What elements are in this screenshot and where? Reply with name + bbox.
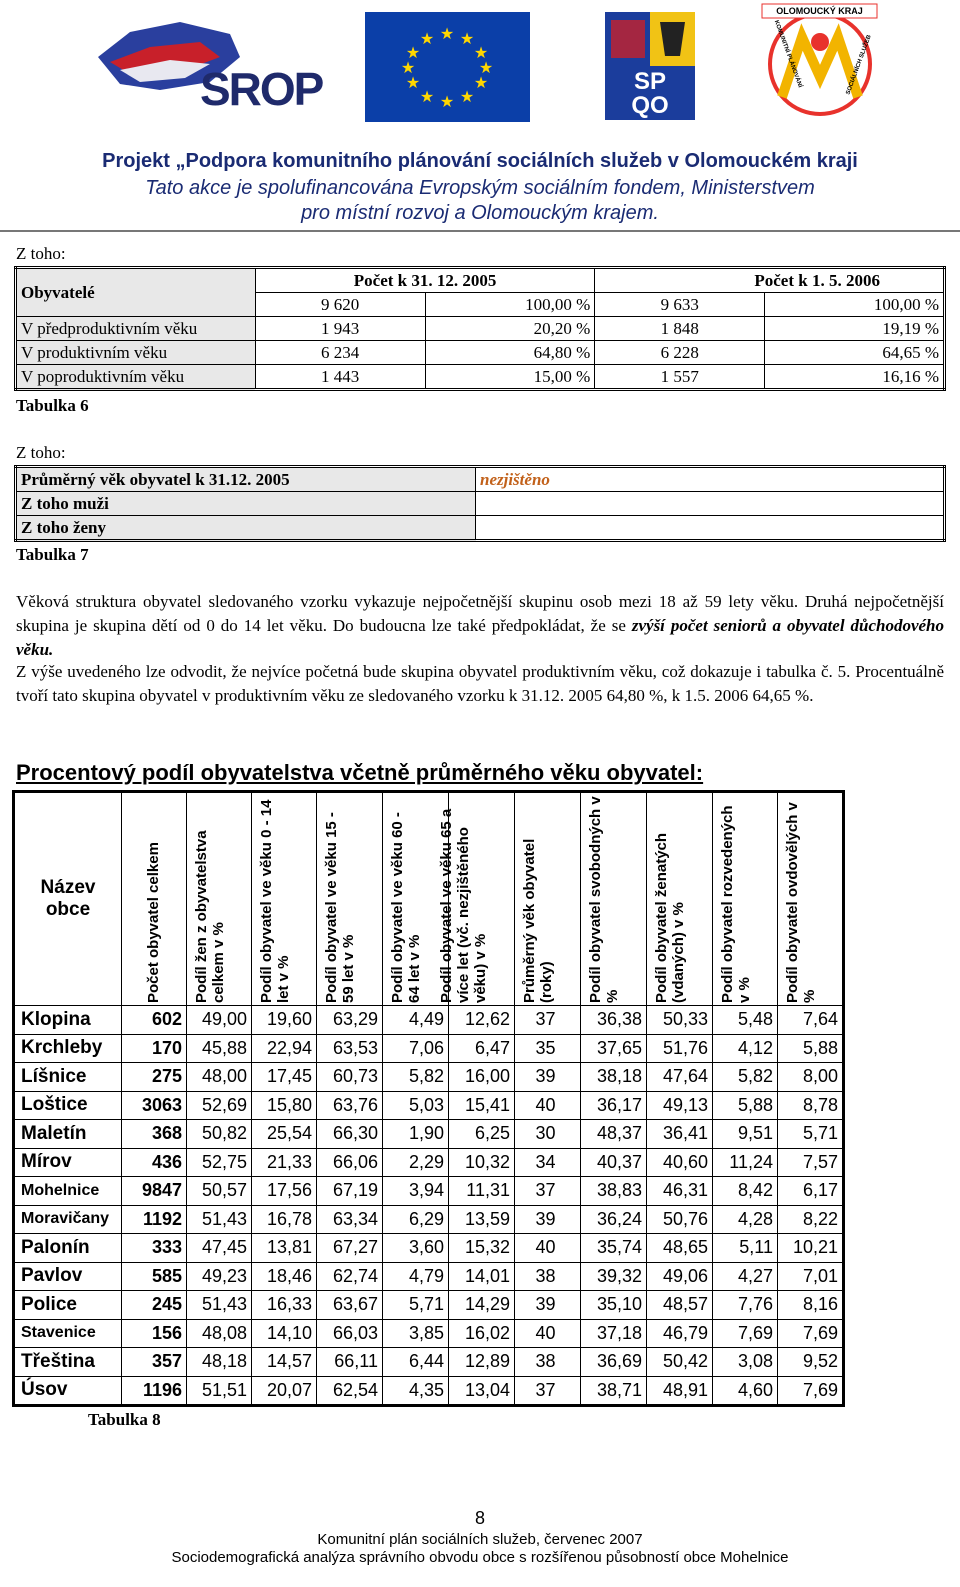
header-cell [778,792,844,1006]
cell: 6 228 [595,341,765,365]
cell: 48,65 [647,1234,713,1263]
cell: 51,43 [187,1205,252,1234]
cell: 7,57 [778,1148,844,1177]
spqo-line1: SP [633,68,666,95]
eu-flag-logo [365,12,530,122]
kraj-top-text: OLOMOUCKÝ KRAJ [776,6,863,16]
cell: 3,08 [713,1348,778,1377]
row-label: V poproduktivním věku [16,365,256,390]
cell: 48,00 [187,1063,252,1092]
cell: 40,60 [647,1148,713,1177]
project-title: Projekt „Podpora komunitního plánování sociálních služeb v Olomouckém kraji [102,150,858,172]
table-row [14,1063,844,1092]
cell: 60,73 [317,1063,383,1092]
cell: 5,82 [713,1063,778,1092]
value-nezjisteno: nezjištěno [476,467,945,492]
cell: 8,42 [713,1177,778,1206]
svg-text:★: ★ [400,58,416,77]
olomoucky-kraj-logo [752,2,887,117]
cell: 49,23 [187,1262,252,1291]
average-age-table [14,465,946,542]
municipality-table [12,790,845,1407]
cell-avg-age: 40 [515,1091,581,1120]
cell: 63,67 [317,1291,383,1320]
table8-title: Procentový podíl obyvatelstva včetně průměrného věku obyvatel: [16,760,704,785]
header-cell [581,792,647,1006]
cell: 11,24 [713,1148,778,1177]
cell: 48,57 [647,1291,713,1320]
cell: 1 943 [255,317,425,341]
cell: 36,38 [581,1006,647,1035]
cell: 48,91 [647,1376,713,1406]
table-row [16,317,945,341]
cell-total: 333 [122,1234,187,1263]
svg-text:★: ★ [405,43,421,62]
header-cell [713,792,778,1006]
header-text: Počet obyvatel celkem [145,842,162,1003]
cell: 20,20 % [425,317,595,341]
cell: 38,71 [581,1376,647,1406]
cell: 7,76 [713,1291,778,1320]
cell: 1 443 [255,365,425,390]
cell: 3,60 [383,1234,449,1263]
col-head-obyvatele: Obyvatelé [16,268,256,317]
cell-total: 170 [122,1034,187,1063]
header-text: Podíl obyvatel ovdovělých v % [784,802,818,1003]
cell: 47,64 [647,1063,713,1092]
header-text: Podíl obyvatel ve věku 15 - 59 let v % [323,812,357,1003]
cell: 38,83 [581,1177,647,1206]
row-label: V produktivním věku [16,341,256,365]
table-row [14,1262,844,1291]
eu-stars-icon [365,12,530,122]
cell: 49,00 [187,1006,252,1035]
cell: 50,33 [647,1006,713,1035]
cell: 5,71 [778,1120,844,1149]
paragraph-1 [16,590,944,662]
cell: 12,62 [449,1006,515,1035]
cell: 16,78 [252,1205,317,1234]
cell: 4,27 [713,1262,778,1291]
table-row [14,1148,844,1177]
row-label: V předproduktivním věku [16,317,256,341]
cell: 15,80 [252,1091,317,1120]
svg-text:★: ★ [473,73,489,92]
cell: 7,06 [383,1034,449,1063]
row-label: Průměrný věk obyvatel k 31.12. 2005 [16,467,476,492]
svg-text:★: ★ [419,29,435,48]
cell: 15,32 [449,1234,515,1263]
cell: 19,60 [252,1006,317,1035]
table-row [14,1034,844,1063]
cell: 35,74 [581,1234,647,1263]
cell: 67,27 [317,1234,383,1263]
cell: 66,30 [317,1120,383,1149]
paragraph-1-text: Věková struktura obyvatel sledovaného vzorku vykazuje nejpočetnější skupinu osob mezi 18 až 59 lety věku. Druhá nejpočetnější skupina je skupina dětí od 0 do 14 let věku. Do budoucna lze také předpokládat, že se [16,592,944,635]
cell: 64,65 % [765,341,945,365]
cell: 5,82 [383,1063,449,1092]
cell: 20,07 [252,1376,317,1406]
header-text: Podíl obyvatel ve věku 0 - 14 let v % [258,799,292,1003]
cell: 40,37 [581,1148,647,1177]
cell: 15,41 [449,1091,515,1120]
svg-text:★: ★ [439,24,455,43]
cell: 63,76 [317,1091,383,1120]
cell: 47,45 [187,1234,252,1263]
cell: 9 633 [595,293,765,317]
cell-total: 275 [122,1063,187,1092]
municipality-name: Třeština [14,1348,122,1377]
cell: 8,16 [778,1291,844,1320]
municipality-name: Moravičany [14,1205,122,1234]
municipality-name: Police [14,1291,122,1320]
cell: 46,31 [647,1177,713,1206]
municipality-name: Loštice [14,1091,122,1120]
cell: 2,29 [383,1148,449,1177]
row-label: Z toho ženy [16,516,476,541]
cell: 51,43 [187,1291,252,1320]
cell: 50,82 [187,1120,252,1149]
cell-total: 368 [122,1120,187,1149]
table-row [16,516,945,541]
cell: 18,46 [252,1262,317,1291]
cell: 51,51 [187,1376,252,1406]
cell: 5,88 [713,1091,778,1120]
municipality-name: Stavenice [14,1319,122,1348]
cell: 62,54 [317,1376,383,1406]
cell: 7,69 [778,1376,844,1406]
cell: 10,32 [449,1148,515,1177]
cell-avg-age: 39 [515,1063,581,1092]
cell: 5,11 [713,1234,778,1263]
cell: 22,94 [252,1034,317,1063]
cell: 9,51 [713,1120,778,1149]
kraj-left-text: KOMUNITNÍ PLÁNOVÁNÍ [772,19,803,89]
cell: 8,78 [778,1091,844,1120]
header-divider [0,230,960,232]
cell: 49,06 [647,1262,713,1291]
cell-avg-age: 37 [515,1177,581,1206]
cell: 15,00 % [425,365,595,390]
cell: 4,60 [713,1376,778,1406]
cell: 25,54 [252,1120,317,1149]
cell: 37,18 [581,1319,647,1348]
cell-total: 156 [122,1319,187,1348]
paragraph-2: Z výše uvedeného lze odvodit, že nejvíce početná bude skupina obyvatel produktivním věku, což dokazuje i tabulka č. 5. Procentuálně tvoří tato skupina obyvatel v produktivním věku ze sledovaného vzorku k 31.12. 2005 64,80 %, k 1.5. 2006 64,65 %. [16,662,944,705]
cell: 17,56 [252,1177,317,1206]
table-row [14,1091,844,1120]
cell: 4,12 [713,1034,778,1063]
cell-avg-age: 38 [515,1348,581,1377]
cell: 1 557 [595,365,765,390]
cell: 7,01 [778,1262,844,1291]
cell: 63,29 [317,1006,383,1035]
cell: 5,48 [713,1006,778,1035]
cell: 52,75 [187,1148,252,1177]
table-row [14,1120,844,1149]
kraj-emblem-icon [752,2,887,117]
cell: 63,53 [317,1034,383,1063]
table-row [14,1291,844,1320]
cell: 100,00 % [765,293,945,317]
cell-total: 3063 [122,1091,187,1120]
header-text: Podíl obyvatel ve věku 60 - 64 let v % [389,812,423,1003]
srop-logo [90,12,323,115]
municipality-name: Mohelnice [14,1177,122,1206]
svg-text:★: ★ [405,73,421,92]
table-row [16,365,945,390]
cell: 11,31 [449,1177,515,1206]
cell: 6,25 [449,1120,515,1149]
cell: 7,69 [778,1319,844,1348]
municipality-name: Palonín [14,1234,122,1263]
header-cell [252,792,317,1006]
header-text: Podíl obyvatel ve věku 65 a více let (vč. nezjištěného věku) v % [438,808,489,1003]
cell: 35,10 [581,1291,647,1320]
cell: 1,90 [383,1120,449,1149]
municipality-name: Krchleby [14,1034,122,1063]
cell: 6,44 [383,1348,449,1377]
svg-text:★: ★ [459,29,475,48]
row-label: Z toho muži [16,492,476,516]
cell: 10,21 [778,1234,844,1263]
cell: 36,41 [647,1120,713,1149]
cell: 46,79 [647,1319,713,1348]
municipality-name: Pavlov [14,1262,122,1291]
svg-text:★: ★ [473,43,489,62]
cell: 48,08 [187,1319,252,1348]
table6-caption: Tabulka 6 [16,396,89,415]
cell: 49,13 [647,1091,713,1120]
cell: 17,45 [252,1063,317,1092]
cell: 8,00 [778,1063,844,1092]
cell: 66,06 [317,1148,383,1177]
cell-total: 585 [122,1262,187,1291]
spqo-line2: QO [631,92,669,119]
cell: 64,80 % [425,341,595,365]
cell: 19,19 % [765,317,945,341]
cell: 3,94 [383,1177,449,1206]
header-nazev-obce: Název obce [14,792,122,1006]
cell: 13,81 [252,1234,317,1263]
cell-total: 1196 [122,1376,187,1406]
date1-header: Počet k 31. 12. 2005 [255,268,595,293]
cell: 7,64 [778,1006,844,1035]
cell: 5,03 [383,1091,449,1120]
table-row [16,341,945,365]
cell: 6 234 [255,341,425,365]
cell: 67,19 [317,1177,383,1206]
footer-line-2: Sociodemografická analýza správního obvodu obce s rozšířenou působností obce Mohelnice [171,1549,789,1566]
cell: 6,47 [449,1034,515,1063]
paragraph-1-emphasis: zvýší počet seniorů a obyvatel důchodového věku. [16,616,945,659]
cell-total: 9847 [122,1177,187,1206]
cell: 4,79 [383,1262,449,1291]
cell: 63,34 [317,1205,383,1234]
cell: 5,71 [383,1291,449,1320]
cell: 16,16 % [765,365,945,390]
cell-avg-age: 34 [515,1148,581,1177]
cell: 6,17 [778,1177,844,1206]
cell: 36,24 [581,1205,647,1234]
table-row [16,268,945,293]
cell: 100,00 % [425,293,595,317]
cell: 5,88 [778,1034,844,1063]
cell: 48,37 [581,1120,647,1149]
header-text: Podíl žen z obyvatelstva celkem v % [193,830,227,1003]
cell: 6,29 [383,1205,449,1234]
municipality-name: Mírov [14,1148,122,1177]
cell: 21,33 [252,1148,317,1177]
table-row [14,1348,844,1377]
cell: 50,42 [647,1348,713,1377]
table-row [16,492,945,516]
cell: 1 848 [595,317,765,341]
municipality-name: Maletín [14,1120,122,1149]
cell: 50,76 [647,1205,713,1234]
cell-avg-age: 37 [515,1006,581,1035]
header-cell [647,792,713,1006]
cell-avg-age: 39 [515,1291,581,1320]
cell: 51,76 [647,1034,713,1063]
cell-avg-age: 39 [515,1205,581,1234]
cell-total: 245 [122,1291,187,1320]
municipality-name: Klopina [14,1006,122,1035]
svg-text:★: ★ [478,58,494,77]
project-subtitle: Tato akce je spolufinancována Evropským sociálním fondem, Ministerstvem pro místní rozvoj a Olomouckým krajem. [145,177,815,224]
cell-total: 357 [122,1348,187,1377]
table-row [14,1319,844,1348]
section7-ztoho: Z toho: [16,443,66,462]
cell: 66,03 [317,1319,383,1348]
cell: 7,69 [713,1319,778,1348]
cell: 12,89 [449,1348,515,1377]
section6-ztoho: Z toho: [16,244,66,263]
cell: 13,59 [449,1205,515,1234]
header-row [14,792,844,1006]
cell: 38,18 [581,1063,647,1092]
cell: 16,00 [449,1063,515,1092]
cell: 50,57 [187,1177,252,1206]
header-text: Podíl obyvatel rozvedených v % [719,805,753,1003]
cell: 36,17 [581,1091,647,1120]
table-row [14,1376,844,1406]
cell: 13,04 [449,1376,515,1406]
date2-header: Počet k 1. 5. 2006 [595,268,945,293]
cell: 4,49 [383,1006,449,1035]
cell: 14,57 [252,1348,317,1377]
cell-avg-age: 40 [515,1234,581,1263]
cell: 8,22 [778,1205,844,1234]
table-body [14,1006,844,1406]
cell: 14,10 [252,1319,317,1348]
cell: 9,52 [778,1348,844,1377]
cell: 36,69 [581,1348,647,1377]
municipality-name: Úsov [14,1376,122,1406]
footer-line-1: Komunitní plán sociálních služeb, červenec 2007 [317,1531,643,1548]
header-cell [317,792,383,1006]
cell: 4,28 [713,1205,778,1234]
cell-avg-age: 35 [515,1034,581,1063]
srop-wordmark: SROP [200,63,323,115]
table-row [14,1205,844,1234]
table7-caption: Tabulka 7 [16,545,89,564]
cell: 52,69 [187,1091,252,1120]
cell: 66,11 [317,1348,383,1377]
cell: 9 620 [255,293,425,317]
cell-total: 1192 [122,1205,187,1234]
cell: 14,01 [449,1262,515,1291]
header-text: Podíl obyvatel ženatých (vdaných) v % [653,832,687,1003]
cell-avg-age: 40 [515,1319,581,1348]
cell: 16,02 [449,1319,515,1348]
header-cell [438,792,515,1006]
header-cell [187,792,252,1006]
kraj-right-text: SOCIÁLNÍCH SLUŽEB [845,34,873,96]
cell: 48,18 [187,1348,252,1377]
cell-avg-age: 37 [515,1376,581,1406]
cell: 16,33 [252,1291,317,1320]
cell: 39,32 [581,1262,647,1291]
page-number: 8 [474,1508,485,1528]
cell-total: 602 [122,1006,187,1035]
population-table [14,266,946,391]
cell-avg-age: 30 [515,1120,581,1149]
cell: 45,88 [187,1034,252,1063]
svg-text:★: ★ [459,87,475,106]
svg-text:★: ★ [439,92,455,111]
cell-total: 436 [122,1148,187,1177]
table-row [14,1234,844,1263]
spqo-logo [605,12,695,120]
header-text: Podíl obyvatel svobodných v % [587,796,621,1003]
cell-avg-age: 38 [515,1262,581,1291]
empty-cell [476,516,945,541]
header-cell [515,792,581,1006]
cell: 37,65 [581,1034,647,1063]
cell: 14,29 [449,1291,515,1320]
cell: 4,35 [383,1376,449,1406]
table-row [16,467,945,492]
empty-cell [476,492,945,516]
table-row [14,1177,844,1206]
municipality-name: Líšnice [14,1063,122,1092]
svg-text:★: ★ [419,87,435,106]
table8-caption: Tabulka 8 [88,1410,161,1429]
header-text: Průměrný věk obyvatel (roky) [521,838,555,1003]
cell: 3,85 [383,1319,449,1348]
cell: 62,74 [317,1262,383,1291]
table-row [14,1006,844,1035]
header-cell [122,792,187,1006]
